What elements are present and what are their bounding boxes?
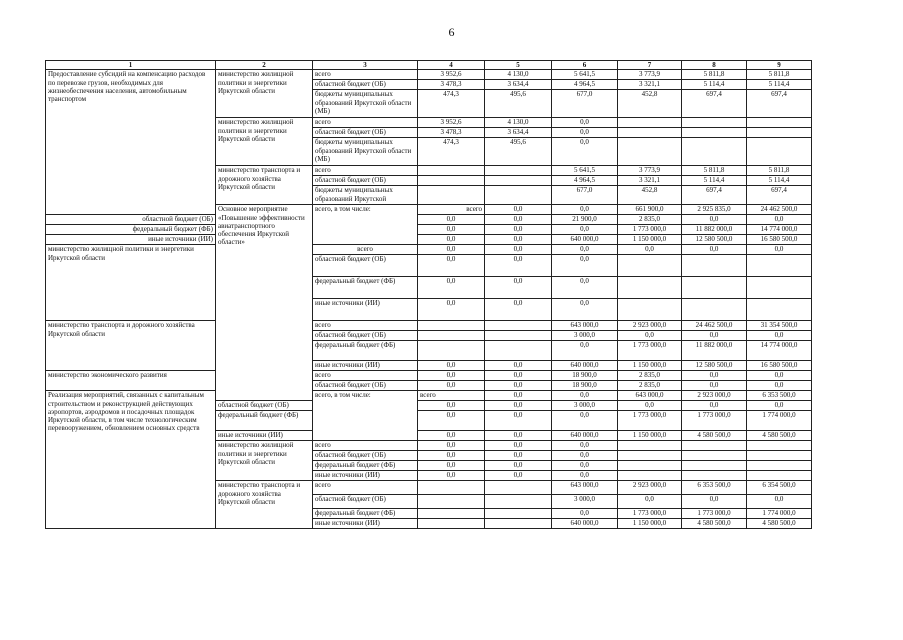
- value-cell: [418, 341, 485, 361]
- value-cell: 0,0: [418, 431, 485, 441]
- value-cell: 5 811,8: [747, 166, 812, 176]
- value-cell: 661 900,0: [618, 205, 682, 215]
- value-cell: 0,0: [418, 461, 485, 471]
- header-row: [46, 61, 812, 70]
- value-cell: 0,0: [747, 401, 812, 411]
- value-cell: 4 964,5: [552, 80, 618, 90]
- value-cell: [747, 441, 812, 451]
- value-cell: [747, 451, 812, 461]
- value-cell: 0,0: [747, 215, 812, 225]
- value-cell: [682, 118, 747, 128]
- funding-source-cell: областной бюджет (ОБ): [313, 381, 418, 391]
- value-cell: [618, 299, 682, 321]
- value-cell: 0,0: [618, 245, 682, 255]
- value-cell: 5 114,4: [682, 80, 747, 90]
- value-cell: 5 811,8: [682, 70, 747, 80]
- funding-source-cell: иные источники (ИИ): [313, 299, 418, 321]
- value-cell: [618, 255, 682, 277]
- value-cell: [747, 299, 812, 321]
- value-cell: [747, 277, 812, 299]
- value-cell: 0,0: [418, 451, 485, 461]
- value-cell: 3 634,4: [485, 80, 552, 90]
- value-cell: 0,0: [485, 205, 552, 215]
- executor-cell: министерство жилищной политики и энергетики Иркутской области: [216, 70, 313, 118]
- value-cell: [485, 509, 552, 519]
- value-cell: [747, 255, 812, 277]
- value-cell: [682, 461, 747, 471]
- value-cell: 1 773 000,0: [682, 411, 747, 431]
- header-cell: 6: [552, 61, 618, 70]
- value-cell: 5 114,4: [682, 176, 747, 186]
- value-cell: 452,8: [618, 90, 682, 118]
- value-cell: [485, 186, 552, 205]
- executor-cell: министерство транспорта и дорожного хозяйства Иркутской области: [216, 481, 313, 529]
- value-cell: 0,0: [485, 277, 552, 299]
- value-cell: [682, 471, 747, 481]
- value-cell: 0,0: [418, 277, 485, 299]
- value-cell: 0,0: [618, 401, 682, 411]
- funding-source-cell: областной бюджет (ОБ): [313, 128, 418, 138]
- funding-source-cell: иные источники (ИИ): [46, 235, 216, 245]
- value-cell: 452,8: [618, 186, 682, 205]
- value-cell: 643 000,0: [618, 391, 682, 401]
- value-cell: 697,4: [682, 90, 747, 118]
- value-cell: 0,0: [552, 411, 618, 431]
- value-cell: 677,0: [552, 90, 618, 118]
- value-cell: 24 462 500,0: [747, 205, 812, 215]
- value-cell: 6 354 500,0: [747, 481, 812, 495]
- value-cell: 0,0: [485, 299, 552, 321]
- funding-source-cell: всего: [313, 166, 418, 176]
- value-cell: [747, 461, 812, 471]
- value-cell: [485, 341, 552, 361]
- value-cell: 0,0: [618, 331, 682, 341]
- value-cell: 0,0: [418, 225, 485, 235]
- header-cell: 9: [747, 61, 812, 70]
- value-cell: 2 923 000,0: [618, 481, 682, 495]
- value-cell: [682, 255, 747, 277]
- value-cell: 0,0: [485, 361, 552, 371]
- value-cell: [747, 138, 812, 166]
- value-cell: 0,0: [418, 235, 485, 245]
- value-cell: 4 580 500,0: [682, 519, 747, 529]
- value-cell: [747, 118, 812, 128]
- header-cell: 8: [682, 61, 747, 70]
- funding-source-cell: бюджеты муниципальных образований Иркутской области (МБ): [313, 90, 418, 118]
- value-cell: [618, 118, 682, 128]
- funding-source-cell: областной бюджет (ОБ): [46, 215, 216, 225]
- value-cell: [418, 519, 485, 529]
- value-cell: [485, 519, 552, 529]
- value-cell: 3 478,3: [418, 128, 485, 138]
- value-cell: 5 811,8: [747, 70, 812, 80]
- funding-source-cell: федеральный бюджет (ФБ): [313, 509, 418, 519]
- funding-source-cell: федеральный бюджет (ФБ): [313, 461, 418, 471]
- funding-source-cell: всего: [313, 70, 418, 80]
- executor-cell: министерство жилищной политики и энергетики Иркутской области: [46, 245, 216, 321]
- value-cell: 3 321,1: [618, 80, 682, 90]
- value-cell: 2 925 835,0: [682, 205, 747, 215]
- value-cell: 0,0: [485, 391, 552, 401]
- funding-source-cell: федеральный бюджет (ФБ): [216, 411, 313, 431]
- value-cell: [682, 451, 747, 461]
- value-cell: 0,0: [552, 255, 618, 277]
- value-cell: 0,0: [485, 431, 552, 441]
- measure-cell: Реализация мероприятий, связанных с капитальным строительством и реконструкцией действующих аэропортов, аэродромов и посадочных площадок Иркутской области, в том числе технологическим перевооружением, обновлением основных средств: [46, 391, 216, 529]
- value-cell: 0,0: [418, 381, 485, 391]
- value-cell: 2 835,0: [618, 371, 682, 381]
- value-cell: 0,0: [418, 255, 485, 277]
- value-cell: [485, 331, 552, 341]
- value-cell: 0,0: [552, 461, 618, 471]
- value-cell: [418, 509, 485, 519]
- value-cell: 0,0: [682, 371, 747, 381]
- value-cell: 0,0: [552, 128, 618, 138]
- value-cell: 677,0: [552, 186, 618, 205]
- value-cell: [418, 166, 485, 176]
- value-cell: [618, 138, 682, 166]
- value-cell: 0,0: [552, 245, 618, 255]
- value-cell: 1 150 000,0: [618, 235, 682, 245]
- value-cell: 0,0: [485, 381, 552, 391]
- funding-source-cell: федеральный бюджет (ФБ): [313, 341, 418, 361]
- header-cell: 3: [313, 61, 418, 70]
- value-cell: 0,0: [418, 299, 485, 321]
- funding-source-cell: иные источники (ИИ): [313, 519, 418, 529]
- value-cell: 0,0: [485, 235, 552, 245]
- value-cell: 2 923 000,0: [682, 391, 747, 401]
- value-cell: 0,0: [552, 277, 618, 299]
- value-cell: 0,0: [552, 205, 618, 215]
- value-cell: 2 835,0: [618, 381, 682, 391]
- measure-cell: Основное мероприятие «Повышение эффективности авиатранспортного обеспечения Иркутской области»: [216, 205, 313, 401]
- value-cell: 640 000,0: [552, 519, 618, 529]
- value-cell: 4 580 500,0: [747, 519, 812, 529]
- value-cell: 495,6: [485, 90, 552, 118]
- table-row: [46, 215, 812, 225]
- table-row: [46, 225, 812, 235]
- value-cell: 18 900,0: [552, 381, 618, 391]
- value-cell: 0,0: [682, 215, 747, 225]
- value-cell: 0,0: [485, 371, 552, 381]
- executor-cell: всего, в том числе:: [313, 391, 418, 441]
- value-cell: 0,0: [418, 471, 485, 481]
- table-row: [46, 391, 812, 401]
- value-cell: 0,0: [485, 411, 552, 431]
- value-cell: 3 634,4: [485, 128, 552, 138]
- header-cell: 5: [485, 61, 552, 70]
- value-cell: 0,0: [485, 471, 552, 481]
- value-cell: 0,0: [682, 381, 747, 391]
- table-row: [46, 371, 812, 381]
- value-cell: 12 580 500,0: [682, 361, 747, 371]
- value-cell: 474,3: [418, 90, 485, 118]
- value-cell: [418, 321, 485, 331]
- value-cell: 0,0: [747, 495, 812, 509]
- value-cell: 11 882 000,0: [682, 341, 747, 361]
- funding-source-cell: областной бюджет (ОБ): [313, 495, 418, 509]
- table-body: [46, 70, 812, 529]
- value-cell: 0,0: [418, 371, 485, 381]
- value-cell: 5 641,5: [552, 166, 618, 176]
- value-cell: 0,0: [485, 461, 552, 471]
- value-cell: 3 773,9: [618, 166, 682, 176]
- value-cell: [682, 128, 747, 138]
- value-cell: [618, 441, 682, 451]
- executor-cell: министерство экономического развития: [46, 371, 216, 391]
- value-cell: [418, 331, 485, 341]
- value-cell: 4 580 500,0: [747, 431, 812, 441]
- value-cell: 0,0: [682, 401, 747, 411]
- value-cell: 14 774 000,0: [747, 341, 812, 361]
- funding-source-cell: всего: [313, 441, 418, 451]
- value-cell: 3 478,3: [418, 80, 485, 90]
- funding-source-cell: иные источники (ИИ): [313, 361, 418, 371]
- value-cell: [618, 128, 682, 138]
- value-cell: [485, 176, 552, 186]
- value-cell: 1 773 000,0: [682, 509, 747, 519]
- value-cell: 1 773 000,0: [618, 225, 682, 235]
- value-cell: 16 580 500,0: [747, 361, 812, 371]
- value-cell: 640 000,0: [552, 431, 618, 441]
- value-cell: 0,0: [485, 215, 552, 225]
- value-cell: [485, 166, 552, 176]
- value-cell: [747, 128, 812, 138]
- funding-source-cell: всего: [313, 118, 418, 128]
- value-cell: 0,0: [418, 441, 485, 451]
- executor-cell: министерство жилищной политики и энергетики Иркутской области: [216, 118, 313, 166]
- measure-cell: Предоставление субсидий на компенсацию расходов по перевозке грузов, необходимых для жизнеобеспечения населения, автомобильным транспортом: [46, 70, 216, 215]
- value-cell: 0,0: [552, 341, 618, 361]
- value-cell: 0,0: [552, 299, 618, 321]
- value-cell: 0,0: [552, 471, 618, 481]
- value-cell: 0,0: [485, 401, 552, 411]
- value-cell: 3 000,0: [552, 401, 618, 411]
- table-row: [46, 235, 812, 245]
- value-cell: 14 774 000,0: [747, 225, 812, 235]
- value-cell: 0,0: [747, 381, 812, 391]
- header-cell: 2: [216, 61, 313, 70]
- value-cell: 5 114,4: [747, 80, 812, 90]
- value-cell: 0,0: [418, 361, 485, 371]
- value-cell: 2 835,0: [618, 215, 682, 225]
- value-cell: 0,0: [418, 401, 485, 411]
- value-cell: 0,0: [418, 245, 485, 255]
- funding-source-cell: областной бюджет (ОБ): [313, 80, 418, 90]
- value-cell: 11 882 000,0: [682, 225, 747, 235]
- value-cell: [747, 471, 812, 481]
- value-cell: 18 900,0: [552, 371, 618, 381]
- value-cell: 6 353 500,0: [682, 481, 747, 495]
- funding-source-cell: всего: [313, 245, 418, 255]
- value-cell: 0,0: [418, 411, 485, 431]
- value-cell: 3 773,9: [618, 70, 682, 80]
- value-cell: 1 773 000,0: [618, 411, 682, 431]
- funding-source-cell: федеральный бюджет (ФБ): [46, 225, 216, 235]
- value-cell: 1 150 000,0: [618, 361, 682, 371]
- funding-source-cell: бюджеты муниципальных образований Иркутской: [313, 186, 418, 205]
- value-cell: [618, 471, 682, 481]
- value-cell: 0,0: [552, 138, 618, 166]
- value-cell: 495,6: [485, 138, 552, 166]
- funding-source-cell: всего: [313, 321, 418, 331]
- value-cell: 697,4: [682, 186, 747, 205]
- value-cell: 4 130,0: [485, 118, 552, 128]
- value-cell: 3 952,6: [418, 118, 485, 128]
- value-cell: 5 114,4: [747, 176, 812, 186]
- page-number: 6: [448, 25, 455, 39]
- value-cell: [485, 481, 552, 495]
- executor-cell: министерство транспорта и дорожного хозяйства Иркутской области: [46, 321, 216, 371]
- funding-source-cell: бюджеты муниципальных образований Иркутской области (МБ): [313, 138, 418, 166]
- funding-source-cell: областной бюджет (ОБ): [313, 176, 418, 186]
- value-cell: 16 580 500,0: [747, 235, 812, 245]
- value-cell: 3 000,0: [552, 495, 618, 509]
- funding-source-cell: областной бюджет (ОБ): [313, 255, 418, 277]
- table-row: [46, 245, 812, 255]
- value-cell: 5 811,8: [682, 166, 747, 176]
- value-cell: [618, 277, 682, 299]
- value-cell: 21 900,0: [552, 215, 618, 225]
- funding-source-cell: всего: [418, 205, 485, 215]
- value-cell: 2 923 000,0: [618, 321, 682, 331]
- value-cell: 0,0: [747, 331, 812, 341]
- value-cell: 4 130,0: [485, 70, 552, 80]
- value-cell: 0,0: [552, 441, 618, 451]
- value-cell: 6 353 500,0: [747, 391, 812, 401]
- value-cell: 0,0: [747, 371, 812, 381]
- executor-cell: всего, в том числе:: [313, 205, 418, 245]
- budget-table: [45, 60, 812, 529]
- value-cell: 640 000,0: [552, 361, 618, 371]
- value-cell: 0,0: [485, 451, 552, 461]
- value-cell: 3 952,6: [418, 70, 485, 80]
- value-cell: 0,0: [682, 331, 747, 341]
- value-cell: [418, 495, 485, 509]
- value-cell: 1 774 000,0: [747, 509, 812, 519]
- value-cell: 1 150 000,0: [618, 431, 682, 441]
- value-cell: 0,0: [682, 495, 747, 509]
- value-cell: 31 354 500,0: [747, 321, 812, 331]
- funding-source-cell: областной бюджет (ОБ): [313, 451, 418, 461]
- value-cell: 3 321,1: [618, 176, 682, 186]
- value-cell: 5 641,5: [552, 70, 618, 80]
- value-cell: 1 774 000,0: [747, 411, 812, 431]
- value-cell: [418, 481, 485, 495]
- value-cell: 0,0: [552, 118, 618, 128]
- value-cell: [682, 299, 747, 321]
- value-cell: 0,0: [485, 441, 552, 451]
- value-cell: 0,0: [485, 255, 552, 277]
- value-cell: 0,0: [485, 245, 552, 255]
- value-cell: 0,0: [552, 509, 618, 519]
- value-cell: 4 964,5: [552, 176, 618, 186]
- header-cell: 4: [418, 61, 485, 70]
- value-cell: 4 580 500,0: [682, 431, 747, 441]
- value-cell: [618, 451, 682, 461]
- funding-source-cell: всего: [418, 391, 485, 401]
- value-cell: 0,0: [747, 245, 812, 255]
- table-row: [46, 70, 812, 80]
- value-cell: [682, 277, 747, 299]
- funding-source-cell: всего: [313, 481, 418, 495]
- value-cell: 1 773 000,0: [618, 341, 682, 361]
- value-cell: [618, 461, 682, 471]
- funding-source-cell: иные источники (ИИ): [216, 431, 313, 441]
- value-cell: 0,0: [552, 225, 618, 235]
- value-cell: 0,0: [618, 495, 682, 509]
- header-cell: 7: [618, 61, 682, 70]
- funding-source-cell: областной бюджет (ОБ): [313, 331, 418, 341]
- value-cell: [418, 176, 485, 186]
- table-row: [46, 321, 812, 331]
- value-cell: [418, 186, 485, 205]
- value-cell: [485, 321, 552, 331]
- value-cell: 643 000,0: [552, 321, 618, 331]
- value-cell: 643 000,0: [552, 481, 618, 495]
- value-cell: 3 000,0: [552, 331, 618, 341]
- value-cell: [682, 138, 747, 166]
- value-cell: 474,3: [418, 138, 485, 166]
- value-cell: 697,4: [747, 186, 812, 205]
- value-cell: 0,0: [485, 225, 552, 235]
- value-cell: 0,0: [682, 245, 747, 255]
- value-cell: 0,0: [552, 391, 618, 401]
- funding-source-cell: федеральный бюджет (ФБ): [313, 277, 418, 299]
- funding-source-cell: иные источники (ИИ): [313, 471, 418, 481]
- value-cell: 0,0: [418, 215, 485, 225]
- executor-cell: министерство транспорта и дорожного хозяйства Иркутской области: [216, 166, 313, 205]
- value-cell: [682, 441, 747, 451]
- executor-cell: министерство жилищной политики и энергетики Иркутской области: [216, 441, 313, 481]
- value-cell: 640 000,0: [552, 235, 618, 245]
- value-cell: 697,4: [747, 90, 812, 118]
- funding-source-cell: областной бюджет (ОБ): [216, 401, 313, 411]
- header-cell: 1: [46, 61, 216, 70]
- value-cell: 24 462 500,0: [682, 321, 747, 331]
- value-cell: 0,0: [552, 451, 618, 461]
- value-cell: [485, 495, 552, 509]
- value-cell: 1 773 000,0: [618, 509, 682, 519]
- value-cell: 1 150 000,0: [618, 519, 682, 529]
- funding-source-cell: всего: [313, 371, 418, 381]
- value-cell: 12 580 500,0: [682, 235, 747, 245]
